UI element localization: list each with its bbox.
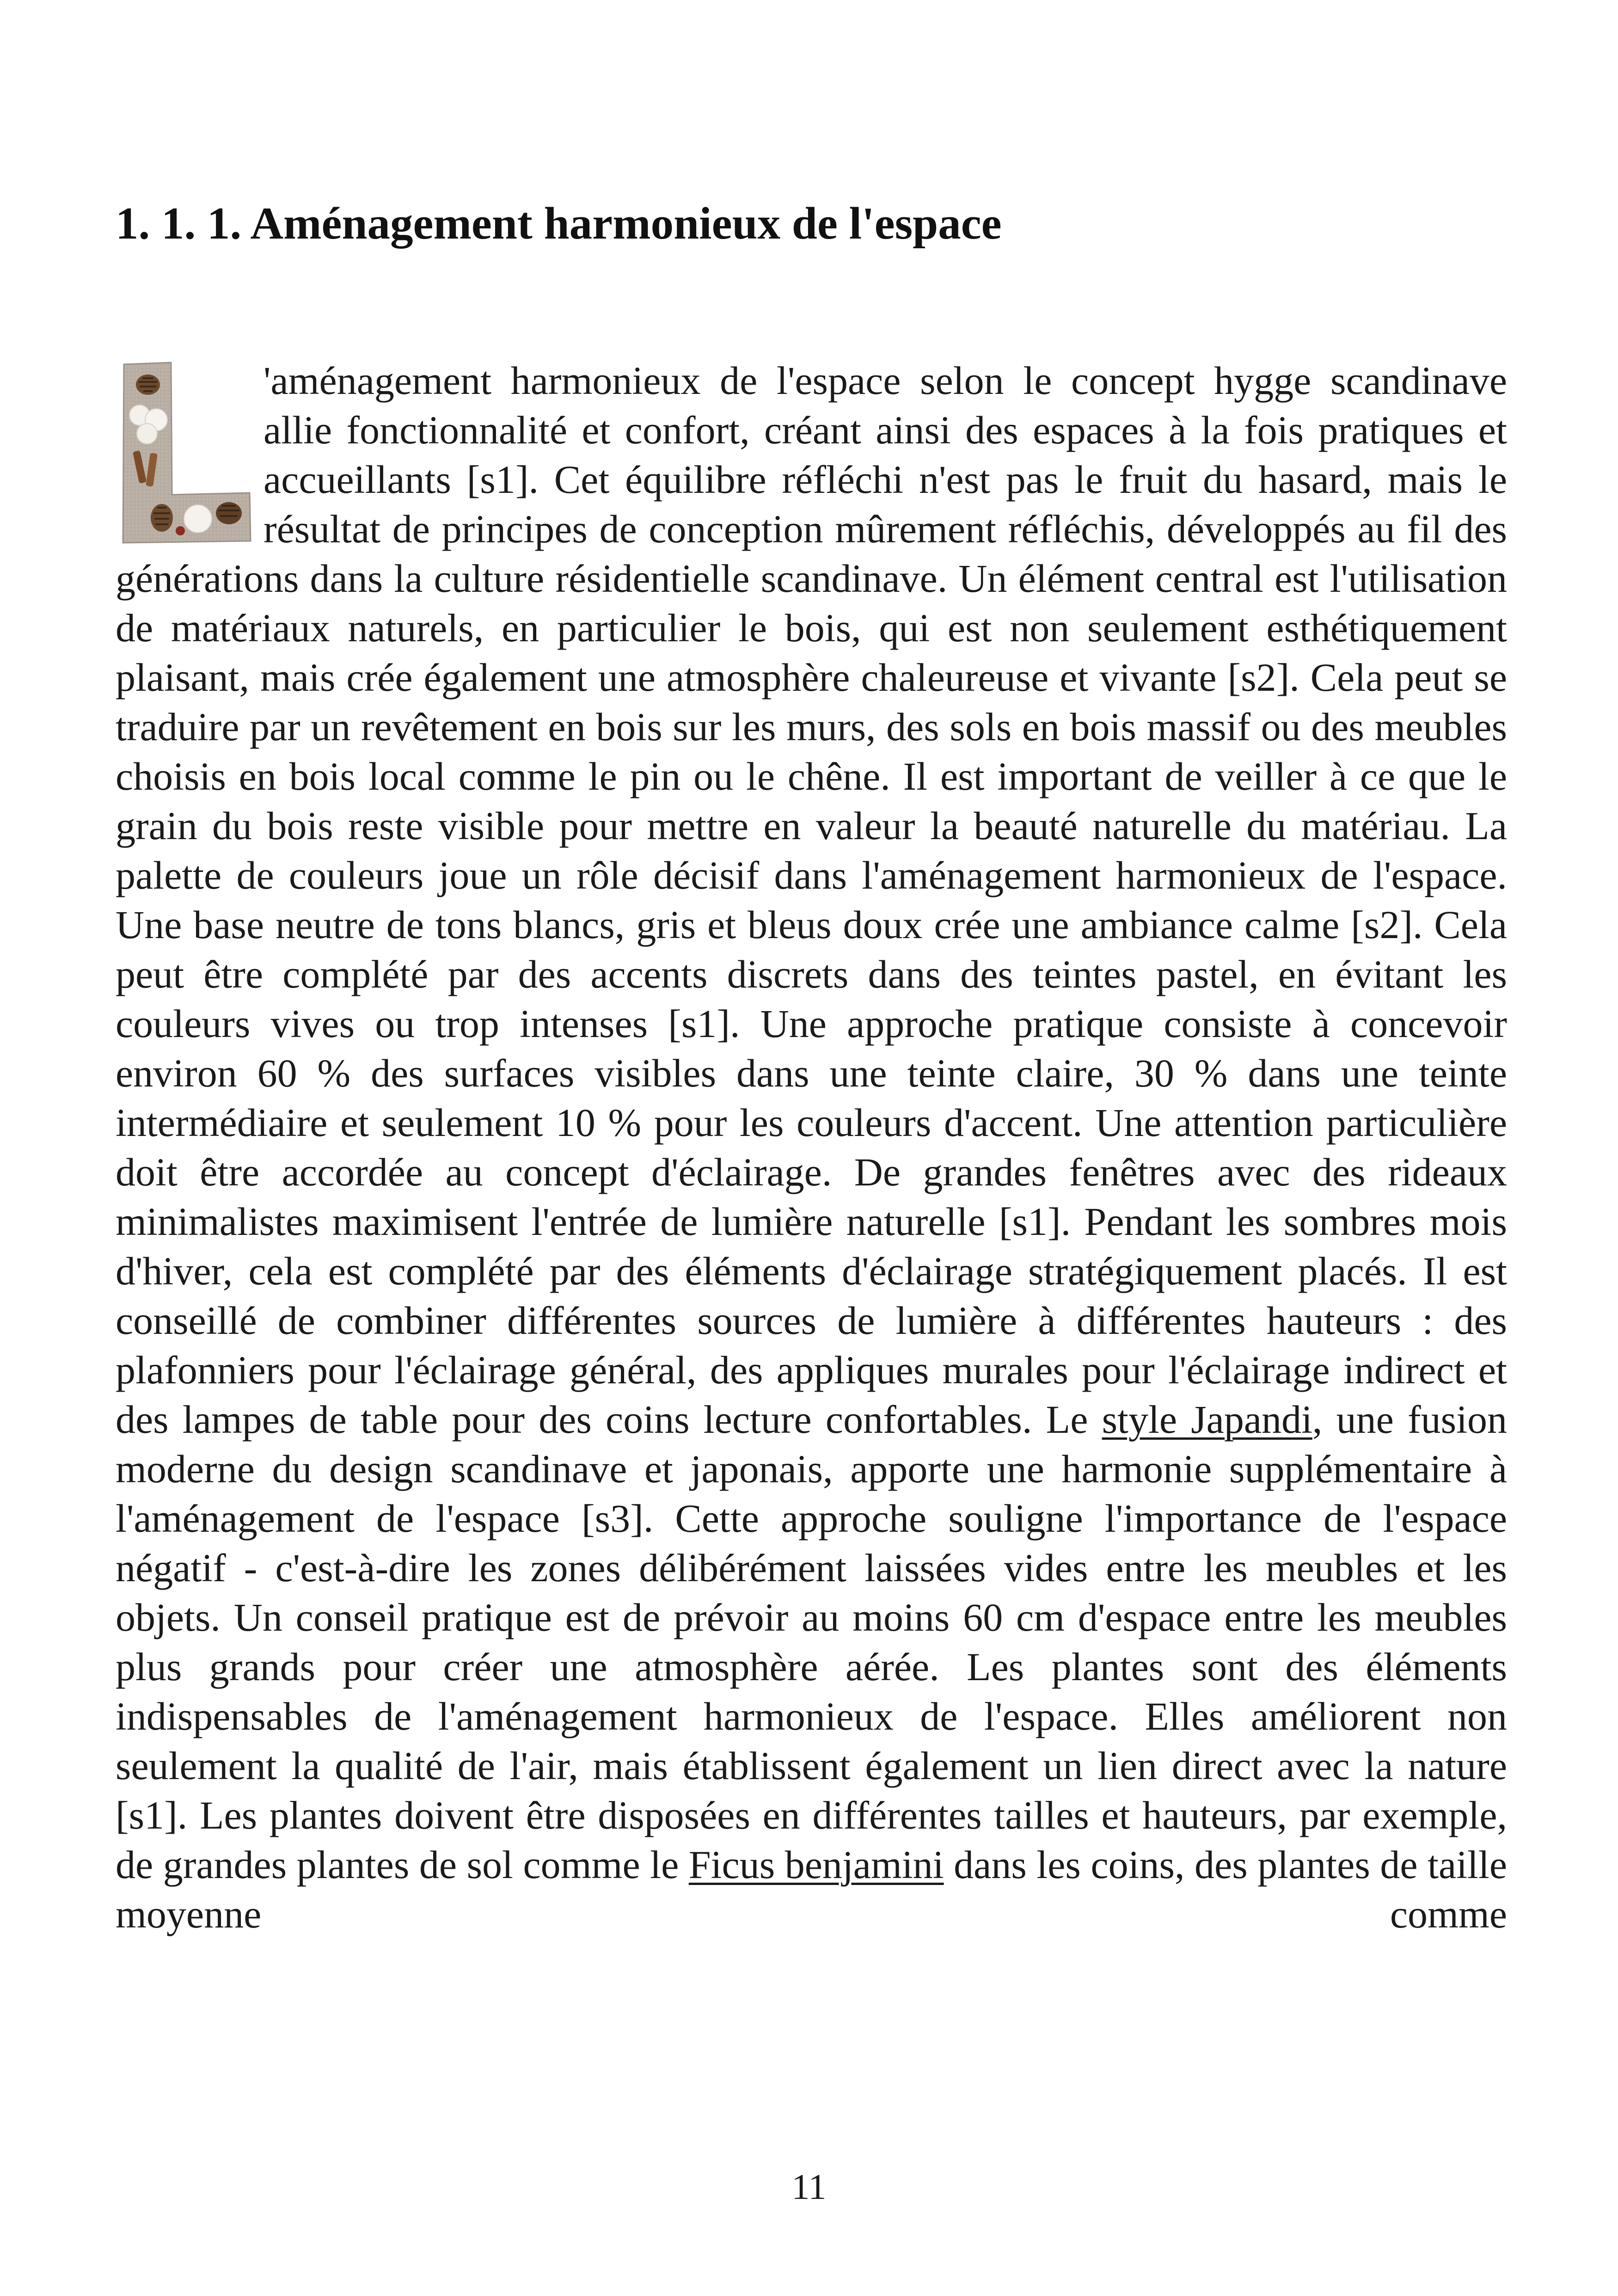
pinecone-icon xyxy=(136,374,160,395)
pinecone-icon xyxy=(151,504,173,532)
section-heading: 1. 1. 1. Aménagement harmonieux de l'espace xyxy=(116,198,1002,249)
dropcap-felt-l-icon xyxy=(116,356,264,550)
paragraph-text-2: , une fusion moderne du design scandinave et japonais, apporte une harmonie supplémentaire à l'aménagement de l'espace [s3]. Cette approche souligne l'importance de l'espace négatif - c'est-à-dire les zones délibérément laissées vides entre les meubles et les objets. Un conseil pratique est de prévoir au moins 60 cm d'espace entre les meubles plus grands pour créer une atmosphère aérée. Les plantes sont des éléments indispensables de l'aménagement harmonieux de l'espace. Elles améliorent non seulement la qualité de l'air, mais établissent également un lien direct avec la nature [s1]. Les plantes doivent être disposées en différentes tailles et hauteurs, par exemple, de grandes plantes de sol comme le xyxy=(116,1397,1508,1887)
paragraph-text-1: 'aménagement harmonieux de l'espace selon le concept hygge scandinave allie fonctionnalité et confort, créant ainsi des espaces à la fois pratiques et accueillants [s1]. Cet équilibre réfléchi n'est pas le fruit du hasard, mais le résultat de principes de conception mûrement réfléchis, développés au fil des générations dans la culture résidentielle scandinave. Un élément central est l'utilisation de matériaux naturels, en particulier le bois, qui est non seulement esthétiquement plaisant, mais crée également une atmosphère chaleureuse et vivante [s2]. Cela peut se traduire par un revêtement en bois sur les murs, des sols en bois massif ou des meubles choisis en bois local comme le pin ou le chêne. Il est important de veiller à ce que le grain du bois reste visible pour mettre en valeur la beauté naturelle du matériau. La palette de couleurs joue un rôle décisif dans l'aménagement harmonieux de l'espace. Une base neutre de tons blancs, gris et bleus doux crée une ambiance calme [s2]. Cela peut être complété par des accents discrets dans des teintes pastel, en évitant les couleurs vives ou trop intenses [s1]. Une approche pratique consiste à concevoir environ 60 % des surfaces visibles dans une teinte claire, 30 % dans une teinte intermédiaire et seulement 10 % pour les couleurs d'accent. Une attention particulière doit être accordée au concept d'éclairage. De grandes fenêtres avec des rideaux minimalistes maximisent l'entrée de lumière naturelle [s1]. Pendant les sombres mois d'hiver, cela est complété par des éléments d'éclairage stratégiquement placés. Il est conseillé de combiner différentes sources de lumière à différentes hauteurs : des plafonniers pour l'éclairage général, des appliques murales pour l'éclairage indirect et des lampes de table pour des coins lecture confortables. Le xyxy=(116,358,1507,1442)
body-paragraph xyxy=(116,356,1507,1939)
cotton-ball-icon xyxy=(184,505,212,533)
paragraph-text-3: dans les coins, des plantes de taille moyenne comme xyxy=(116,1842,1507,1936)
page-number: 11 xyxy=(791,2167,827,2207)
ficus-benjamini-link[interactable]: Ficus benjamini xyxy=(688,1842,944,1887)
dropcap-letter-l xyxy=(116,356,264,550)
style-japandi-link[interactable]: style Japandi xyxy=(1102,1397,1312,1442)
pinecone-icon xyxy=(216,502,242,524)
